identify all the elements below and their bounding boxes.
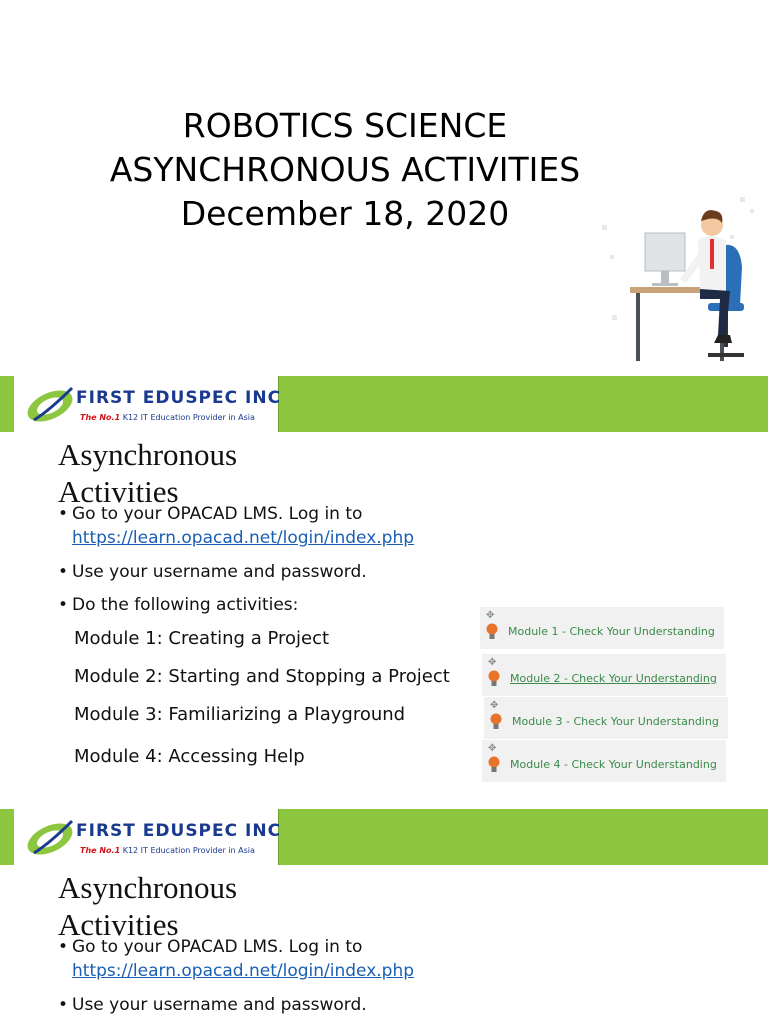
- module-1-label: Module 1: Creating a Project: [74, 628, 330, 649]
- module-2-card[interactable]: [482, 654, 726, 696]
- slide-title-line-3: December 18, 2020: [180, 194, 510, 233]
- module-4-card[interactable]: [482, 740, 726, 782]
- company-name: FIRST EDUSPEC INC: [76, 388, 282, 408]
- move-handle-icon[interactable]: ✥: [488, 743, 497, 754]
- lightbulb-icon: [488, 670, 500, 688]
- list-item: • Use your username and password.: [58, 995, 367, 1015]
- move-handle-icon[interactable]: ✥: [490, 700, 499, 711]
- module-2-link[interactable]: Module 2 - Check Your Understanding: [510, 672, 717, 685]
- module-1-link[interactable]: Module 1 - Check Your Understanding: [508, 625, 715, 638]
- module-3-card[interactable]: [484, 697, 728, 739]
- module-1-card[interactable]: [480, 607, 724, 649]
- slide-title-line-1: ROBOTICS SCIENCE: [182, 106, 508, 145]
- company-banner: [0, 376, 768, 432]
- swoosh-logo-icon: [20, 809, 80, 865]
- list-item: • Do the following activities:: [58, 595, 299, 615]
- list-item: • Go to your OPACAD LMS. Log in to: [58, 504, 363, 524]
- title-block: [60, 104, 630, 236]
- module-2-label: Module 2: Starting and Stopping a Project: [74, 666, 450, 687]
- company-tagline: The No.1 K12 IT Education Provider in Asia: [80, 846, 255, 855]
- list-item: • Use your username and password.: [58, 562, 367, 582]
- slide-title-line-2: ASYNCHRONOUS ACTIVITIES: [109, 150, 581, 189]
- move-handle-icon[interactable]: ✥: [488, 657, 497, 668]
- module-4-link[interactable]: Module 4 - Check Your Understanding: [510, 758, 717, 771]
- module-3-label: Module 3: Familiarizing a Playground: [74, 704, 406, 725]
- person-at-desk-illustration: [600, 195, 768, 365]
- company-logo: [14, 376, 282, 432]
- company-logo: [14, 809, 282, 865]
- module-3-link[interactable]: Module 3 - Check Your Understanding: [512, 715, 719, 728]
- company-tagline: The No.1 K12 IT Education Provider in Asia: [80, 413, 255, 422]
- move-handle-icon[interactable]: ✥: [486, 610, 495, 621]
- section-heading: Asynchronous Activities: [58, 437, 238, 509]
- lightbulb-icon: [490, 713, 502, 731]
- module-4-label: Module 4: Accessing Help: [74, 746, 305, 767]
- login-link[interactable]: https://learn.opacad.net/login/index.php: [72, 961, 415, 981]
- lightbulb-icon: [486, 623, 498, 641]
- company-name: FIRST EDUSPEC INC: [76, 821, 282, 841]
- swoosh-logo-icon: [20, 376, 80, 432]
- activity-list: [58, 937, 758, 1017]
- company-banner: [0, 809, 768, 865]
- lightbulb-icon: [488, 756, 500, 774]
- section-heading: Asynchronous Activities: [58, 870, 238, 942]
- list-item: • Go to your OPACAD LMS. Log in to: [58, 937, 363, 957]
- login-link[interactable]: https://learn.opacad.net/login/index.php: [72, 528, 415, 548]
